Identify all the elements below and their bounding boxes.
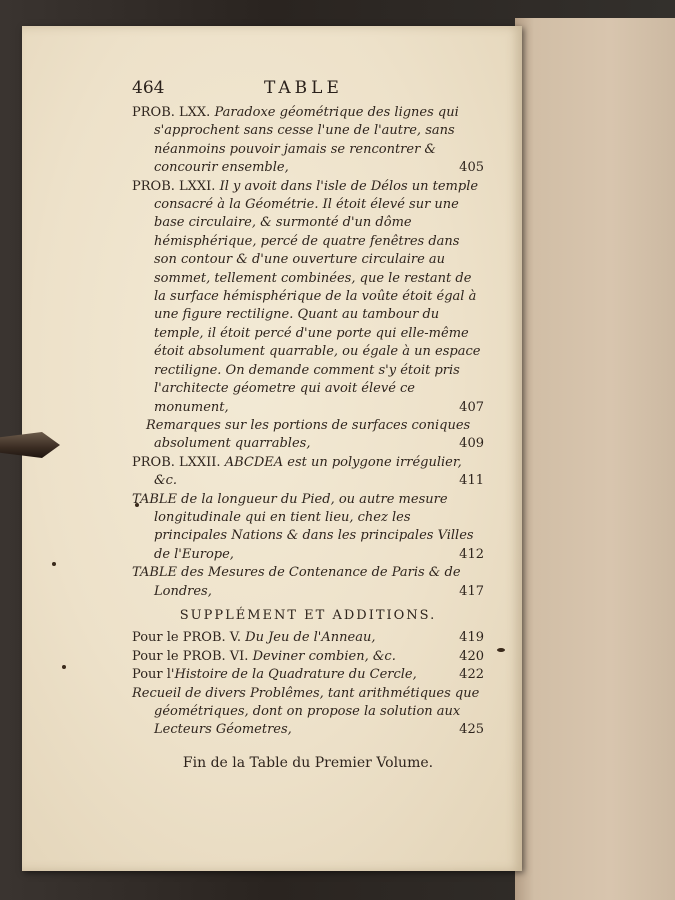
footer-line: Fin de la Table du Premier Volume.	[182, 754, 434, 771]
supplement-entry	[132, 666, 484, 684]
entry-page: 422	[459, 667, 484, 683]
entry-page: 412	[459, 546, 484, 562]
entry-lead: PROB. LXXII.	[132, 454, 221, 470]
entry-text: des Mesures de Contenance de Paris & de Londres,	[154, 565, 461, 599]
supplement-entry	[132, 648, 484, 666]
entry-text: Remarques sur les portions de surfaces coniques absolument quarrables,	[146, 417, 471, 452]
entry-page: 420	[459, 648, 484, 664]
entry-prefix: Pour l'	[132, 667, 175, 683]
toc-entry	[132, 564, 484, 601]
page-number: 464	[132, 78, 165, 98]
toc-entry	[132, 491, 484, 565]
entry-prefix: Pour le PROB. V.	[132, 630, 242, 646]
facing-page	[515, 18, 675, 900]
entry-text: ABCDEA est un polygone irrégulier, &c.	[154, 454, 462, 489]
entry-page: 425	[459, 722, 484, 738]
table-of-contents	[132, 104, 484, 772]
ink-speck	[52, 562, 56, 566]
entry-text: Recueil de divers Problêmes, tant arithmétiques que géométriques, dont on propose la solution aux Lecteurs Géometres,	[132, 685, 480, 738]
entry-page: 417	[459, 583, 484, 599]
toc-entry	[132, 104, 484, 178]
section-heading: SUPPLÉMENT ET ADDITIONS.	[179, 607, 437, 623]
supplement-entry	[132, 629, 484, 647]
entry-lead: PROB. LXX.	[132, 105, 211, 120]
entry-text: Histoire de la Quadrature du Cercle,	[174, 667, 417, 683]
entry-text: de la longueur du Pied, ou autre mesure longitudinale qui en tient lieu, chez les principales Nations & dans les principales Villes de l'Europe,	[154, 491, 474, 562]
entry-page: 419	[459, 630, 484, 646]
entry-text: Paradoxe géométrique des lignes qui s'approchent sans cesse l'une de l'autre, sans néanmoins pouvoir jamais se rencontrer & concourir ensemble,	[154, 105, 459, 176]
entry-text: Du Jeu de l'Anneau,	[245, 630, 376, 646]
page-title: TABLE	[264, 78, 343, 98]
toc-entry	[132, 417, 484, 454]
entry-prefix: Pour le PROB. VI.	[132, 648, 249, 664]
entry-page: 407	[459, 399, 484, 415]
running-head	[132, 78, 482, 102]
ink-speck	[497, 648, 505, 652]
toc-entry	[132, 454, 484, 491]
entry-page: 405	[459, 160, 484, 176]
entry-text: Il y avoit dans l'isle de Délos un temple consacré à la Géométrie. Il étoit élevé sur une base circulaire, & surmonté d'un dôme hémisphérique, percé de quatre fenêtres dans son contour & d'une ouverture circulaire au sommet, tellement combinées, que le restant de la surface hémisphérique de la voûte étoit égal à une figure rectiligne. Quant au tambour du temple, il étoit percé d'une porte qui elle-même étoit absolument quarrable, ou égale à un espace rectiligne. On demande comment s'y étoit pris l'architecte géometre qui avoit élevé ce monument,	[154, 178, 481, 415]
entry-lead: TABLE	[132, 491, 178, 507]
entry-text: Deviner combien, &c.	[252, 648, 396, 664]
supplement-entry	[132, 685, 484, 740]
ink-speck	[62, 665, 66, 669]
entry-page: 411	[459, 473, 484, 489]
entry-lead: TABLE	[132, 565, 178, 581]
entry-lead: PROB. LXXI.	[132, 178, 216, 194]
toc-entry	[132, 178, 484, 417]
entry-page: 409	[459, 436, 484, 452]
